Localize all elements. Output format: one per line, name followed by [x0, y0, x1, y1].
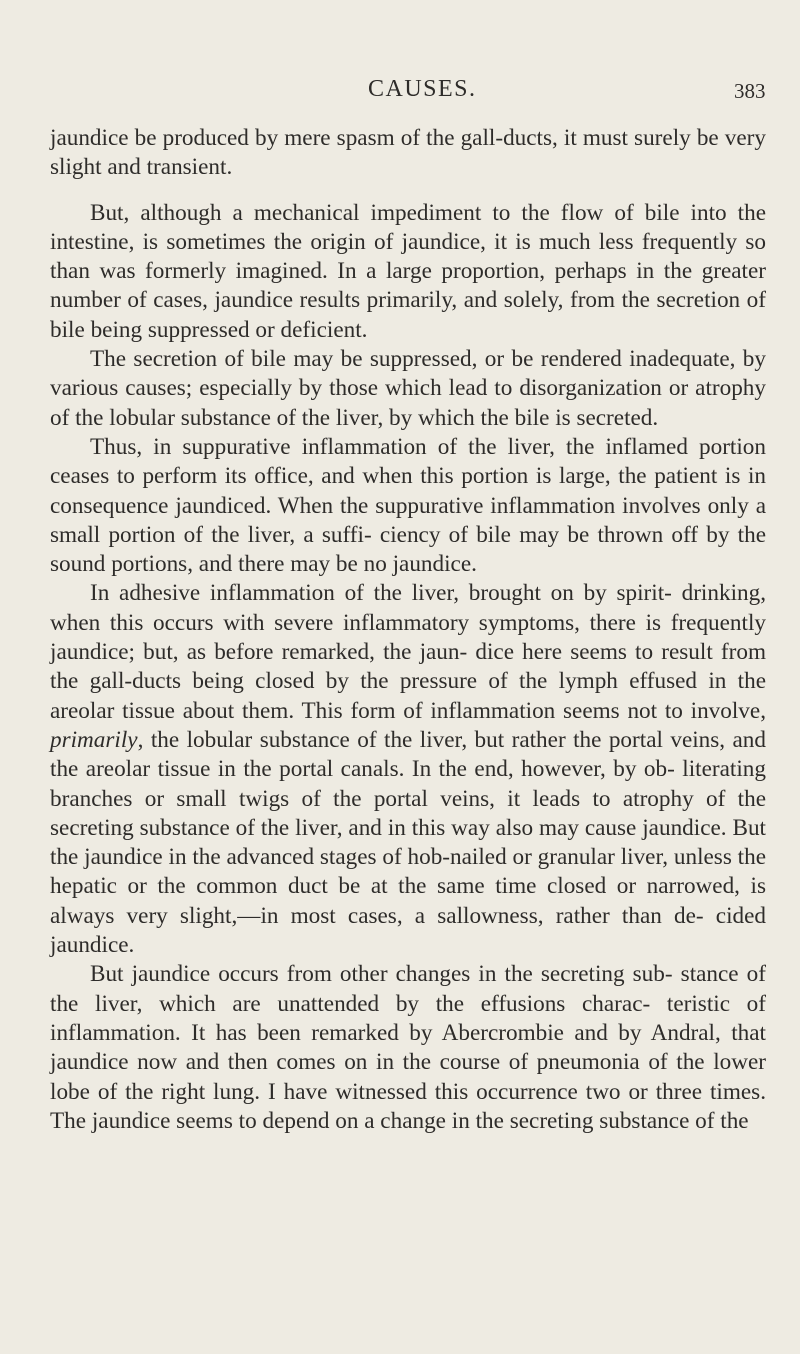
paragraph: jaundice be produced by mere spasm of the gall-ducts, it must surely be very slight and transient. — [50, 125, 766, 181]
paragraph: In adhesive inflammation of the liver, brought on by spirit- drinking, when this occurs with severe inflammatory symptoms, there is frequently jaundice; but, as before remarked, the jaun- dice here seems to result from the gall-ducts being closed by the pressure of the lymph effused in the areolar tissue about them. This form of inflammation seems not to involve, primarily, the lobular substance of the liver, but rather the portal veins, and the areolar tissue in the portal canals. In the end, however, by ob- literating branches or small twigs of the portal veins, it leads to atrophy of the secreting substance of the liver, and in this way also may cause jaundice. But the jaundice in the advanced stages of hob-nailed or granular liver, unless the hepatic or the common duct be at the same time closed or narrowed, is always very slight,—in most cases, a sallowness, rather than de- cided jaundice. — [50, 580, 766, 959]
body-text — [50, 124, 766, 1136]
paragraph: But jaundice occurs from other changes in the secreting sub- stance of the liver, which are unattended by the effusions charac- teristic of inflammation. It has been remarked by Abercrombie and by Andral, that jaundice now and then comes on in the course of pneumonia of the lower lobe of the right lung. I have witnessed this occurrence two or three times. The jaundice seems to depend on a change in the secreting substance of the — [50, 961, 766, 1134]
running-head: CAUSES. — [368, 76, 477, 102]
page-number: 383 — [734, 79, 766, 103]
paragraph: Thus, in suppurative inflammation of the liver, the inflamed portion ceases to perform its office, and when this portion is large, the patient is in consequence jaundiced. When the suppurative inflammation involves only a small portion of the liver, a suffi- ciency of bile may be thrown off by the sound portions, and there may be no jaundice. — [50, 433, 766, 578]
paragraph: The secretion of bile may be suppressed, or be rendered inadequate, by various causes; especially by those which lead to disorganization or atrophy of the lobular substance of the liver, by which the bile is secreted. — [50, 346, 766, 431]
page-header — [0, 76, 800, 108]
paragraph: But, although a mechanical impediment to the flow of bile into the intestine, is sometimes the origin of jaundice, it is much less frequently so than was formerly imagined. In a large proportion, perhaps in the greater number of cases, jaundice results primarily, and solely, from the secretion of bile being suppressed or deficient. — [50, 199, 766, 343]
italic-emphasis: primarily — [50, 726, 138, 753]
